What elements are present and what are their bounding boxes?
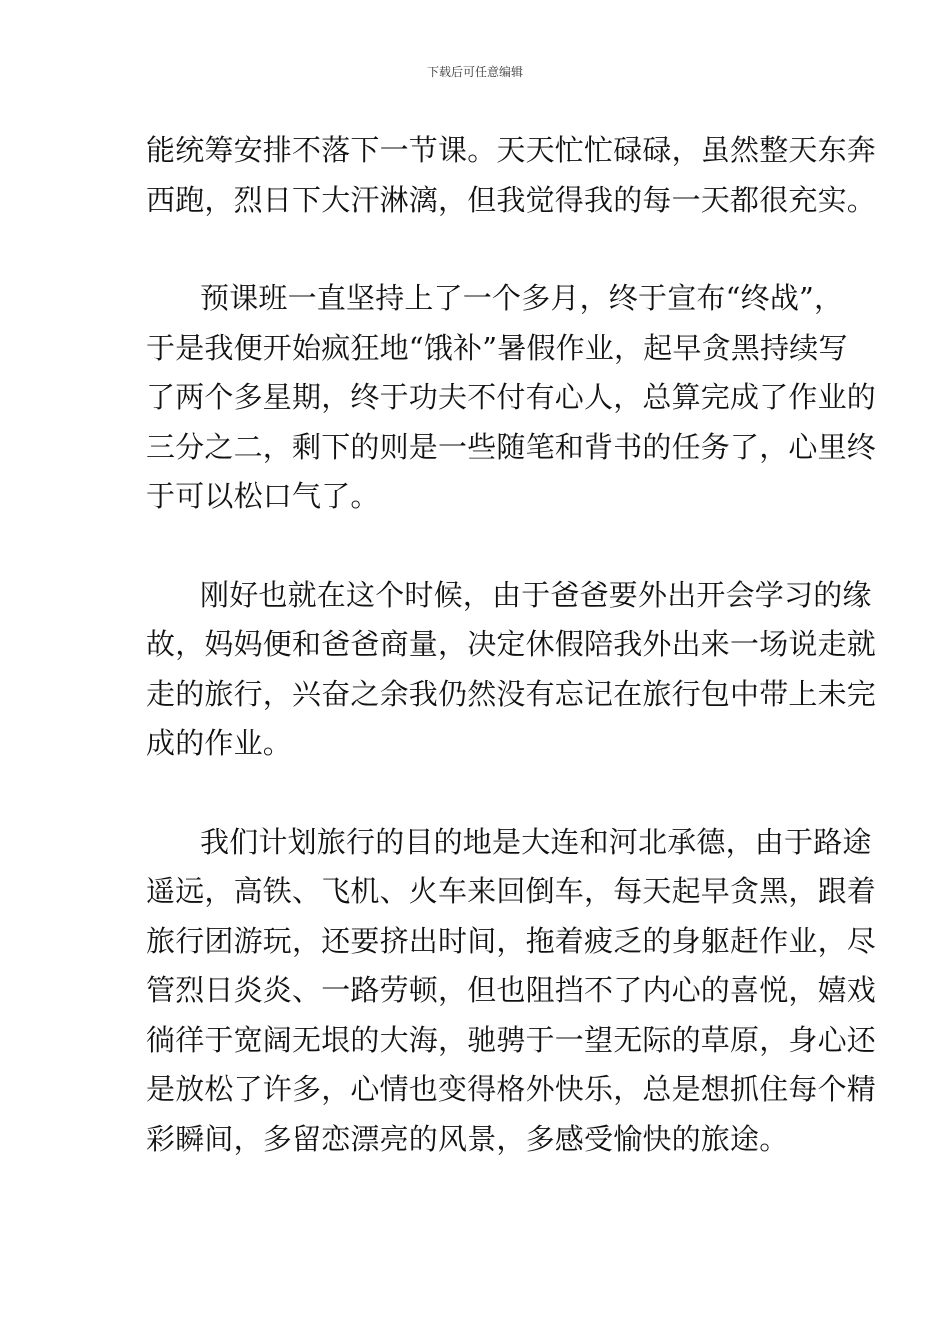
text-line: 能统筹安排不落下一节课。天天忙忙碌碌，虽然整天东奔 [146, 133, 877, 167]
text-line: 我们计划旅行的目的地是大连和河北承德，由于路途 [200, 824, 872, 859]
text-line: 于可以松口气了。 [146, 479, 380, 513]
text-line: 管烈日炎炎、一路劳顿，但也阻挡不了内心的喜悦，嬉戏 [146, 973, 877, 1007]
paragraph-1 [146, 126, 877, 225]
page-header-note: 下载后可任意编辑 [426, 65, 523, 79]
text-line: 彩瞬间，多留恋漂亮的风景，多感受愉快的旅途。 [146, 1121, 789, 1156]
paragraph-4 [146, 818, 877, 1165]
text-line: 成的作业。 [146, 726, 293, 760]
paragraph-2 [146, 274, 877, 522]
paragraph-3 [146, 571, 877, 769]
text-line: 刚好也就在这个时候，由于爸爸要外出开会学习的缘 [200, 577, 872, 612]
text-line: 预课班一直坚持上了一个多月，终于宣布“终战”， [200, 281, 844, 315]
text-line: 是放松了许多，心情也变得格外快乐，总是想抓住每个精 [146, 1072, 877, 1106]
text-line: 遥远，高铁、飞机、火车来回倒车，每天起早贪黑，跟着 [146, 874, 877, 908]
text-line: 徜徉于宽阔无垠的大海，驰骋于一望无际的草原，身心还 [146, 1022, 877, 1057]
text-line: 三分之二，剩下的则是一些随笔和背书的任务了，心里终 [146, 429, 877, 464]
text-line: 于是我便开始疯狂地“饿补”暑假作业，起早贪黑持续写 [146, 330, 848, 365]
document-body [146, 126, 877, 1213]
text-line: 故，妈妈便和爸爸商量，决定休假陪我外出来一场说走就 [146, 627, 877, 661]
text-line: 了两个多星期，终于功夫不付有心人，总算完成了作业的 [146, 380, 877, 414]
text-line: 走的旅行，兴奋之余我仍然没有忘记在旅行包中带上未完 [146, 676, 877, 711]
text-line: 西跑，烈日下大汗淋漓，但我觉得我的每一天都很充实。 [146, 182, 877, 217]
text-line: 旅行团游玩，还要挤出时间，拖着疲乏的身躯赶作业，尽 [146, 923, 877, 958]
